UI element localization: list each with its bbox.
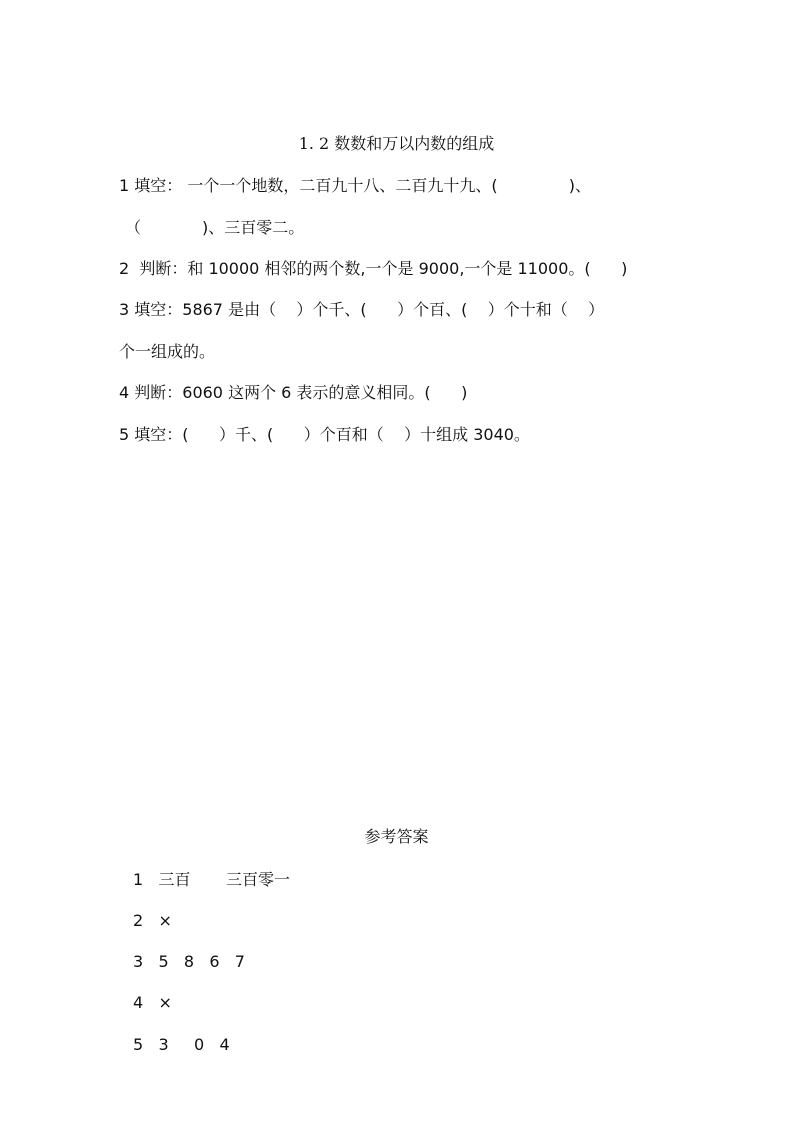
- question-3-line-1: 3 填空：5867 是由（ ）个千、( ）个百、( ）个十和（ ）: [119, 300, 605, 319]
- question-5: 5 填空：( ）千、( ）个百和（ ）十组成 3040。: [119, 425, 530, 444]
- question-2: 2 判断：和 10000 相邻的两个数,一个是 9000,一个是 11000。( ): [119, 259, 628, 278]
- answer-2: 2 ×: [133, 911, 172, 930]
- question-1-line-1: 1 填空： 一个一个地数，二百九十八、二百九十九、( )、: [119, 176, 592, 195]
- answer-4: 4 ×: [133, 993, 172, 1012]
- answers-heading: 参考答案: [364, 827, 429, 846]
- question-1-line-2: （ )、三百零二。: [125, 218, 305, 237]
- answer-3: 3 5 8 6 7: [133, 952, 245, 971]
- answer-5: 5 3 0 4: [133, 1035, 230, 1054]
- page-title: 1. 2 数数和万以内数的组成: [298, 134, 495, 153]
- question-4: 4 判断：6060 这两个 6 表示的意义相同。( ): [119, 383, 468, 402]
- answer-1: 1 三百 三百零一: [133, 870, 291, 889]
- question-3-line-2: 个一组成的。: [119, 342, 216, 361]
